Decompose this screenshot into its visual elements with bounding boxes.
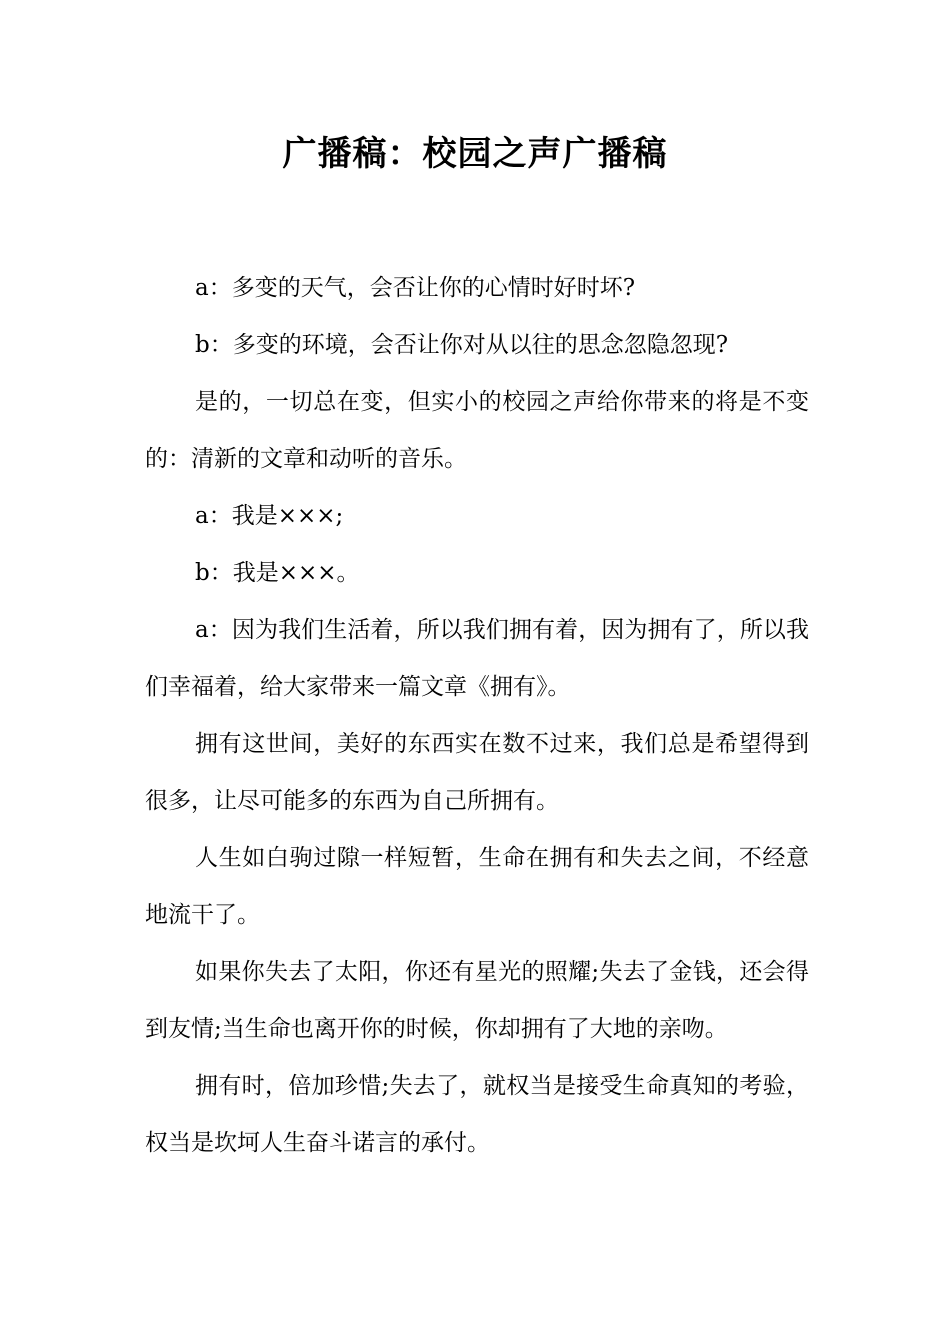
paragraph: a：我是×××;	[195, 503, 344, 529]
document-body	[145, 260, 809, 1172]
paragraph: 如果你失去了太阳，你还有星光的照耀;失去了金钱，还会得到友情;当生命也离开你的时候，你却拥有了大地的亲吻。	[145, 959, 809, 1042]
paragraph: 拥有这世间，美好的东西实在数不过来，我们总是希望得到很多，让尽可能多的东西为自己所拥有。	[145, 731, 809, 814]
paragraph: b：多变的环境，会否让你对从以往的思念忽隐忽现?	[195, 332, 729, 358]
paragraph: 是的，一切总在变，但实小的校园之声给你带来的将是不变的：清新的文章和动听的音乐。	[145, 389, 809, 472]
paragraph: 拥有时，倍加珍惜;失去了，就权当是接受生命真知的考验，权当是坎坷人生奋斗诺言的承付。	[145, 1073, 809, 1156]
paragraph: 人生如白驹过隙一样短暂，生命在拥有和失去之间，不经意地流干了。	[145, 845, 809, 928]
paragraph: b：我是×××。	[195, 560, 360, 586]
paragraph: a：多变的天气，会否让你的心情时好时坏?	[195, 275, 636, 301]
paragraph: a：因为我们生活着，所以我们拥有着，因为拥有了，所以我们幸福着，给大家带来一篇文章《拥有》。	[145, 617, 809, 700]
document-title: 广播稿：校园之声广播稿	[282, 134, 668, 174]
